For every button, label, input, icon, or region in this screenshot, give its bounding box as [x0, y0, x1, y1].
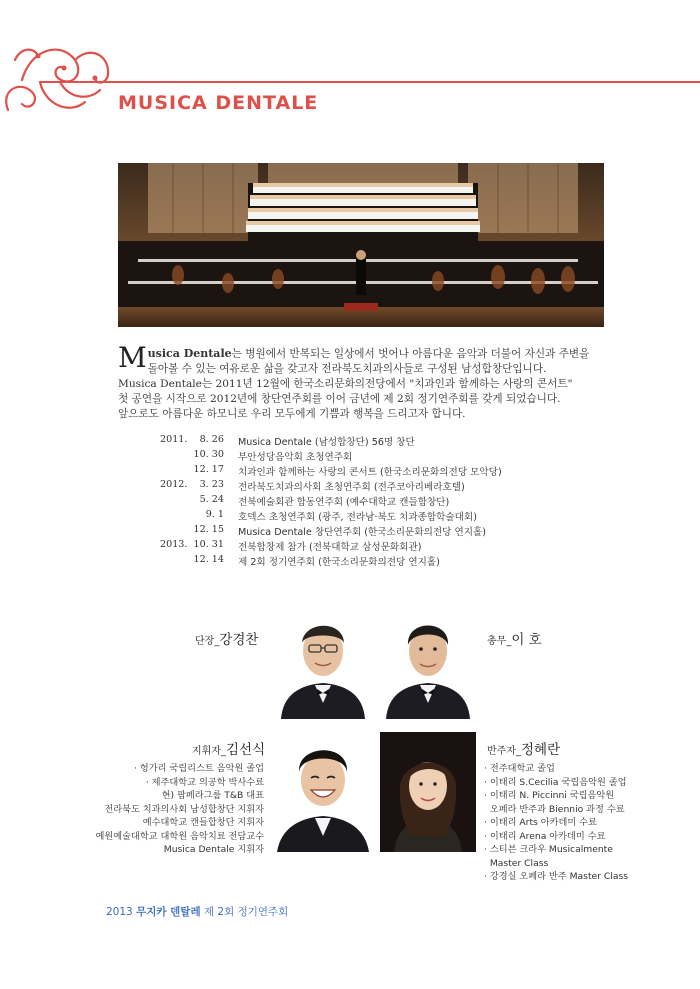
manager-label: [487, 628, 542, 648]
credit-line: 예수대학교 캔들합창단 지휘자: [142, 817, 264, 828]
conductor-label: [192, 738, 265, 758]
intro-line1-bold: usica Dentale: [147, 347, 232, 360]
credit-line: · 전주대학교 졸업: [484, 763, 555, 774]
history-timeline: [160, 434, 520, 574]
timeline-date: 9. 1: [205, 509, 224, 520]
intro-dropcap: M: [118, 341, 147, 374]
timeline-date: 12. 17: [193, 464, 224, 475]
timeline-year: 2012.: [160, 479, 188, 490]
credit-line: · 강경실 오페라 반주 Master Class: [484, 871, 629, 882]
credit-line: Musica Dentale 지휘자: [163, 844, 264, 855]
credit-line: · 이태리 Arts 아카데미 수료: [484, 817, 597, 828]
timeline-date: 12. 15: [193, 524, 224, 535]
intro-line1-rest: 는 병원에서 반복되는 일상에서 벗어나 아름다운 음악과 더불어 자신과 주변을: [231, 348, 590, 360]
timeline-date: 10. 31: [193, 539, 224, 550]
footer-year: 2013: [106, 906, 133, 918]
director-label: [195, 628, 258, 648]
footer-title: 무지카 덴탈레: [136, 906, 201, 918]
timeline-date: 12. 14: [193, 554, 224, 565]
timeline-year: 2011.: [160, 434, 188, 445]
conductor-name: 김선식: [225, 742, 266, 758]
credit-line: · 제주대학교 의공학 박사수료: [145, 776, 264, 788]
conductor-role: 지휘자_: [192, 746, 226, 757]
timeline-event: 제 2회 정기연주회 (한국소리문화의전당 연지홀): [238, 557, 440, 568]
timeline-date: 5. 24: [199, 494, 224, 505]
timeline-date: 8. 26: [199, 434, 224, 445]
intro-line3: Musica Dentale는 2011년 12월에 한국소리문화의전당에서 "치과인과 함께하는 사랑의 콘서트": [118, 378, 573, 390]
timeline-event: 전라북도치과의사회 초청연주회 (전주코아리베라호텔): [238, 482, 465, 493]
timeline-event: 부안성당음악회 초청연주회: [238, 452, 353, 463]
credit-line: Master Class: [484, 857, 549, 869]
director-portrait: [275, 603, 371, 719]
accompanist-name: 정혜란: [520, 742, 561, 758]
conductor-portrait: [275, 732, 371, 852]
credit-line: 오페라 반주과 Biennio 과정 수료: [484, 803, 625, 815]
accompanist-portrait: [380, 732, 476, 852]
timeline-event: 전북합창제 참가 (전북대학교 삼성문화회관): [238, 542, 422, 553]
director-name: 강경찬: [219, 632, 259, 648]
conductor-credits: [80, 762, 264, 857]
manager-name: 이 호: [511, 632, 542, 648]
credit-line: 전라북도 치과의사회 남성합창단 지휘자: [104, 803, 264, 815]
timeline-event: 호덱스 초청연주회 (광주, 전라남·북도 치과종합학술대회): [238, 512, 477, 523]
intro-paragraph: [118, 341, 618, 422]
brand-title: MUSICA DENTALE: [118, 92, 319, 114]
footer-caption: [106, 904, 288, 919]
timeline-event: Musica Dentale 창단연주회 (한국소리문화의전당 연지홀): [238, 527, 486, 538]
accompanist-role: 반주자_: [487, 746, 521, 757]
credit-line: · 이태리 S.Cecilia 국립음악원 졸업: [484, 776, 627, 788]
credit-line: · 이태리 N. Piccinni 국립음악원: [484, 790, 615, 801]
accompanist-credits: [484, 762, 684, 884]
timeline-year: 2013.: [160, 539, 188, 550]
timeline-date: 3. 23: [199, 479, 224, 490]
timeline-event: 전북예술회관 합동연주회 (예수대학교 캔들합창단): [238, 497, 450, 508]
credit-line: · 헝가리 국립리스트 음악원 졸업: [134, 763, 264, 774]
manager-portrait: [380, 603, 476, 719]
credit-line: 현) 팝페라그룹 T&B 대표: [161, 790, 264, 801]
manager-role: 총무_: [487, 636, 512, 647]
concert-photo: [118, 163, 604, 327]
header-swirl-ornament: [0, 20, 700, 130]
footer-rest: 제 2회 정기연주회: [203, 906, 289, 918]
director-role: 단장_: [195, 636, 220, 647]
timeline-event: 치과인과 함께하는 사랑의 콘서트 (한국소리문화의전당 모악당): [238, 467, 502, 478]
timeline-event: Musica Dentale (남성합창단) 56명 창단: [238, 437, 415, 448]
intro-line4: 첫 공연을 시작으로 2012년에 창단연주회를 이어 금년에 제 2회 정기연주회를 갖게 되었습니다.: [118, 393, 561, 405]
timeline-date: 10. 30: [193, 449, 224, 460]
intro-line5: 앞으로도 아름다운 하모니로 우리 모두에게 기쁨과 행복을 드리고자 합니다.: [118, 408, 466, 420]
credit-line: 예원예술대학교 대학원 음악치료 전담교수: [95, 830, 264, 842]
intro-line2: 돌아볼 수 있는 여유로운 삶을 갖고자 전라북도치과의사들로 구성된 남성합창단입니다.: [147, 363, 547, 375]
credit-line: · 스티븐 크라우 Musicalmente: [484, 844, 613, 855]
accompanist-label: [487, 738, 560, 758]
credit-line: · 이태리 Arena 아카데미 수료: [484, 830, 606, 842]
